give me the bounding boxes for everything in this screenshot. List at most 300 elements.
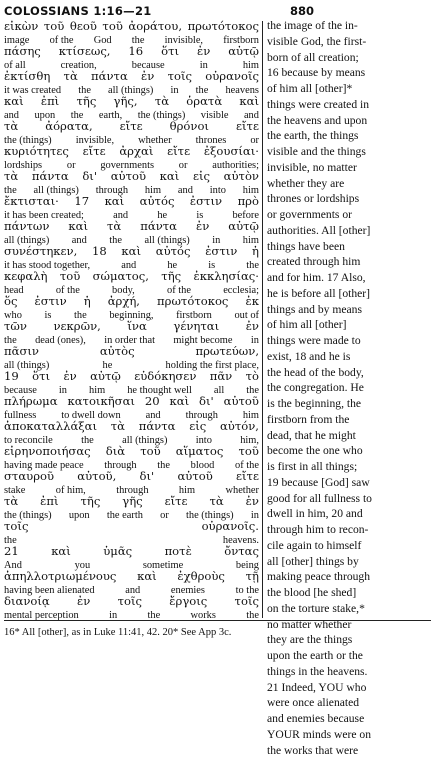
greek-word: εἴτε xyxy=(83,144,106,159)
english-gloss-word: it has been created; xyxy=(4,209,84,222)
translation-line: things were made to xyxy=(267,333,432,349)
greek-word: εἰκὼν xyxy=(4,19,38,34)
greek-word: δι' xyxy=(199,394,214,409)
english-gloss-word: is xyxy=(45,309,52,322)
english-gloss-word: and xyxy=(4,109,19,122)
english-gloss-word: into xyxy=(196,434,212,447)
interlinear-greek-english-column xyxy=(4,19,259,619)
greek-word: τοῦ xyxy=(102,19,122,34)
greek-word: εἰς xyxy=(189,419,206,434)
greek-word: συνέστηκεν, xyxy=(4,244,77,259)
translation-line: through him to recon- xyxy=(267,522,432,538)
translation-line: cile again to himself xyxy=(267,538,432,554)
english-gloss-word: in xyxy=(251,334,259,347)
greek-word: 16 xyxy=(128,44,143,59)
greek-word: εἴτε xyxy=(120,119,143,134)
greek-word: αὐτὸς xyxy=(100,344,135,359)
book-chapter-heading: COLOSSIANS 1:16—21 xyxy=(4,4,152,18)
english-gloss-word: firstborn xyxy=(223,34,259,47)
greek-word: πρωτεύων, xyxy=(195,344,259,359)
translation-line: and enemies because xyxy=(267,711,432,727)
translation-line: YOUR minds were on xyxy=(267,727,432,743)
greek-word: αὐτοῦ xyxy=(224,394,259,409)
translation-line: all [other] things by xyxy=(267,554,432,570)
english-gloss-word: and xyxy=(72,234,87,247)
english-gloss-word: through xyxy=(116,484,148,497)
translation-line: the congregation. He xyxy=(267,380,432,396)
english-gloss-word: and xyxy=(113,209,128,222)
greek-word: ὑμᾶς xyxy=(103,544,132,559)
translation-line: invisible, no matter xyxy=(267,160,432,176)
greek-word: τοῦ xyxy=(44,19,64,34)
english-gloss-word: him xyxy=(145,184,161,197)
greek-word: ποτὲ xyxy=(165,544,192,559)
greek-word: εὐδόκησεν xyxy=(134,369,196,384)
english-gloss-word: or xyxy=(67,159,76,172)
greek-word: ἐκκλησίας· xyxy=(194,269,259,284)
greek-word: ἐν xyxy=(141,69,154,84)
greek-word: αὐτὸν xyxy=(224,169,259,184)
english-gloss-word: whether xyxy=(226,484,259,497)
greek-word: ἀρχή, xyxy=(108,294,140,309)
greek-word: κατοικῆσαι xyxy=(67,394,135,409)
greek-word: ἀόρατα, xyxy=(45,119,92,134)
greek-word: αἵματος xyxy=(176,444,224,459)
english-gloss-word: it has stood together, xyxy=(4,259,90,272)
english-gloss-word: and xyxy=(121,259,136,272)
greek-line xyxy=(4,19,259,34)
greek-word: ὅτι xyxy=(161,44,179,59)
translation-line: of him all [other]* xyxy=(267,81,432,97)
greek-word: νεκρῶν, xyxy=(54,319,101,334)
english-gloss-word: and xyxy=(244,109,259,122)
greek-line xyxy=(4,394,259,409)
english-gloss-word: him xyxy=(89,384,105,397)
greek-word: τὰ xyxy=(4,494,18,509)
english-gloss-word: upon xyxy=(34,109,55,122)
english-gloss-word: having been alienated xyxy=(4,584,95,597)
greek-word: τὸ xyxy=(246,369,259,384)
greek-word: πρωτότοκος xyxy=(157,294,228,309)
english-gloss-word: because xyxy=(4,384,37,397)
greek-word: 20 xyxy=(145,394,160,409)
greek-word: ἡ xyxy=(84,294,91,309)
english-gloss-word: him xyxy=(179,484,195,497)
greek-word: πάντα xyxy=(32,169,69,184)
greek-word: ἐκ xyxy=(245,294,258,309)
greek-word: αὐτῷ xyxy=(228,44,259,59)
greek-word: ἐστιν xyxy=(205,244,237,259)
translation-line: and for him. 17 Also, xyxy=(267,270,432,286)
english-gloss-word: in xyxy=(109,609,117,622)
greek-word: καὶ xyxy=(105,194,125,209)
greek-line xyxy=(4,344,259,359)
greek-word: πάσης xyxy=(4,44,41,59)
greek-line xyxy=(4,469,259,484)
english-gloss-word: the xyxy=(132,34,145,47)
english-gloss-word: blood xyxy=(191,459,215,472)
greek-word: ἔργοις xyxy=(169,594,207,609)
translation-line: or governments or xyxy=(267,207,432,223)
greek-line xyxy=(4,194,259,209)
greek-word: τοῖς xyxy=(4,519,28,534)
greek-word: ὅτι xyxy=(32,369,50,384)
greek-line xyxy=(4,244,259,259)
greek-word: εἴτε xyxy=(236,469,259,484)
english-gloss-word: through xyxy=(186,409,218,422)
english-gloss-word: in xyxy=(251,509,259,522)
greek-word: πλήρωμα xyxy=(4,394,58,409)
greek-line xyxy=(4,269,259,284)
english-gloss-word: into xyxy=(210,184,226,197)
translation-line: 19 because [God] saw xyxy=(267,475,432,491)
english-gloss-word: and xyxy=(125,584,140,597)
greek-line xyxy=(4,169,259,184)
column-divider xyxy=(262,21,263,618)
translation-line: the works that were xyxy=(267,743,432,758)
translation-line: good for all fullness to xyxy=(267,491,432,507)
greek-word: διανοίᾳ xyxy=(4,594,50,609)
greek-word: τοῖς xyxy=(118,594,142,609)
greek-line xyxy=(4,369,259,384)
english-gloss-word: he xyxy=(157,209,167,222)
greek-word: εἴτε xyxy=(167,144,190,159)
greek-line xyxy=(4,294,259,309)
translation-line: dwell in him, 20 and xyxy=(267,506,432,522)
translation-column xyxy=(267,18,432,618)
greek-word: αὐτοῦ xyxy=(111,169,146,184)
english-gloss-word: or xyxy=(160,509,169,522)
translation-line: the image of the in- xyxy=(267,18,432,34)
greek-word: ἀπηλλοτριωμένους xyxy=(4,569,116,584)
greek-line xyxy=(4,144,259,159)
translation-line: firstborn from the xyxy=(267,412,432,428)
english-gloss-word: the xyxy=(246,384,259,397)
greek-line xyxy=(4,569,259,584)
greek-word: γένηται xyxy=(173,319,219,334)
translation-line: the earth, the things xyxy=(267,128,432,144)
greek-word: αὐτοῦ, xyxy=(77,469,116,484)
greek-word: τῶν xyxy=(4,319,27,334)
greek-word: ἐν xyxy=(246,319,259,334)
greek-word: ἵνα xyxy=(127,319,146,334)
english-gloss-word: the xyxy=(246,609,259,622)
english-gloss-word: all (things) xyxy=(144,234,189,247)
english-gloss-word: the (things) xyxy=(186,509,234,522)
greek-word: τὰ xyxy=(64,69,78,84)
page-number: 880 xyxy=(290,4,314,18)
english-gloss-word: heavens xyxy=(225,84,258,97)
greek-word: καὶ xyxy=(170,394,190,409)
greek-line xyxy=(4,319,259,334)
english-gloss-word: visible xyxy=(201,109,229,122)
translation-line: things in the heavens. xyxy=(267,664,432,680)
english-gloss-word: lordships xyxy=(4,159,42,172)
greek-word: πάντων xyxy=(4,219,49,234)
greek-word: ὁρατὰ xyxy=(186,94,222,109)
english-gloss-word: beginning, xyxy=(109,309,153,322)
english-gloss-word: through xyxy=(96,184,128,197)
greek-word: τοῦ xyxy=(239,444,259,459)
english-gloss-word: the (things) xyxy=(138,109,186,122)
greek-word: ἐν xyxy=(63,369,76,384)
english-gloss-word: the xyxy=(81,434,94,447)
english-gloss-word: firstborn xyxy=(176,309,212,322)
english-gloss-word: of all xyxy=(4,59,26,72)
english-gloss-word: mental perception xyxy=(4,609,79,622)
translation-line: thrones or lordships xyxy=(267,191,432,207)
english-gloss-word: and xyxy=(146,409,161,422)
greek-word: θρόνοι xyxy=(170,119,209,134)
greek-line xyxy=(4,419,259,434)
greek-word: ἔκτισται· xyxy=(4,194,59,209)
english-gloss-word: he xyxy=(103,359,113,372)
greek-line xyxy=(4,519,259,534)
english-gloss-word: of the xyxy=(167,284,191,297)
greek-word: οὐρανοῖς xyxy=(205,69,259,84)
english-gloss-word: the (things) xyxy=(4,134,52,147)
english-gloss-word: him xyxy=(243,59,259,72)
english-gloss-word: all (things) xyxy=(34,184,79,197)
greek-word: ἐπὶ xyxy=(40,494,58,509)
english-gloss-word: or xyxy=(250,134,259,147)
english-gloss-word: whether xyxy=(138,134,171,147)
greek-line xyxy=(4,94,259,109)
english-gloss-word: image xyxy=(4,34,29,47)
greek-line xyxy=(4,119,259,134)
greek-word: πᾶν xyxy=(210,369,233,384)
greek-word: τοῖς xyxy=(235,594,259,609)
greek-word: αὐτῷ xyxy=(90,369,121,384)
greek-word: τὰ xyxy=(4,119,18,134)
greek-line xyxy=(4,219,259,234)
greek-word: ἀρχαὶ xyxy=(119,144,153,159)
greek-word: ἐξουσίαι· xyxy=(204,144,259,159)
greek-word: εἴτε xyxy=(236,119,259,134)
greek-word: ἐπὶ xyxy=(41,94,59,109)
english-gloss-word: the xyxy=(157,459,170,472)
english-gloss-word: in xyxy=(212,234,220,247)
translation-line: no matter whether xyxy=(267,617,432,633)
english-gloss-word: it was created xyxy=(4,84,61,97)
english-gloss-word: in xyxy=(59,384,67,397)
english-gloss-word: the xyxy=(109,234,122,247)
english-gloss-word: all xyxy=(214,384,224,397)
greek-line xyxy=(4,444,259,459)
english-gloss-word: having made peace xyxy=(4,459,84,472)
greek-word: ἐστιν xyxy=(35,294,67,309)
english-gloss-word: the xyxy=(78,84,91,97)
english-gloss-word: through xyxy=(104,459,136,472)
translation-line: is first in all things; xyxy=(267,459,432,475)
greek-line xyxy=(4,69,259,84)
english-gloss-word: he thought well xyxy=(127,384,192,397)
greek-word: πρὸ xyxy=(238,194,259,209)
greek-word: εἰς xyxy=(193,169,210,184)
greek-word: τοῖς xyxy=(168,69,192,84)
greek-word: ὄντας xyxy=(224,544,259,559)
greek-word: τῆς xyxy=(76,94,96,109)
translation-line: dead, that he might xyxy=(267,428,432,444)
english-gloss-word: who xyxy=(4,309,22,322)
greek-word: ἐχθροὺς xyxy=(177,569,225,584)
english-gloss-word: him xyxy=(243,409,259,422)
english-gloss-word: all (things) xyxy=(122,434,167,447)
greek-word: κεφαλὴ xyxy=(4,269,48,284)
greek-word: κυριότητες xyxy=(4,144,69,159)
greek-word: 21 xyxy=(4,544,19,559)
english-gloss-word: heavens. xyxy=(223,534,259,547)
english-gloss-word: authorities; xyxy=(212,159,259,172)
translation-line: of him all [other] xyxy=(267,317,432,333)
greek-word: πάντα xyxy=(91,69,128,84)
greek-word: ἐν xyxy=(77,594,90,609)
greek-word: οὐρανοῖς. xyxy=(202,519,259,534)
english-gloss-word: to reconcile xyxy=(4,434,53,447)
greek-word: ἐν xyxy=(197,44,210,59)
greek-word: ἡ xyxy=(252,244,259,259)
footnote-separator xyxy=(4,620,431,621)
english-gloss-word: stake xyxy=(4,484,25,497)
greek-word: πάντα xyxy=(139,419,176,434)
english-gloss-word: him, xyxy=(240,434,259,447)
greek-word: ἀοράτου, xyxy=(128,19,182,34)
english-gloss-word: enemies xyxy=(171,584,205,597)
english-gloss-word: in order that xyxy=(104,334,155,347)
english-gloss-word: all (things) xyxy=(108,84,153,97)
english-gloss-word: or xyxy=(179,159,188,172)
translation-line: things have been xyxy=(267,239,432,255)
english-gloss-word: because xyxy=(132,59,165,72)
translation-line: created through him xyxy=(267,254,432,270)
english-gloss-word: God xyxy=(94,34,112,47)
greek-word: αὐτόν, xyxy=(220,419,259,434)
greek-word: σώματος, xyxy=(93,269,149,284)
english-gloss-word: to dwell down xyxy=(61,409,120,422)
english-gloss-word: and xyxy=(178,184,193,197)
english-gloss-word: the xyxy=(4,534,17,547)
greek-word: δι' xyxy=(82,169,97,184)
english-gloss-word: to the xyxy=(236,584,259,597)
translation-line: whether they are xyxy=(267,176,432,192)
greek-word: τὰ xyxy=(155,94,169,109)
greek-word: δι' xyxy=(140,469,155,484)
greek-word: 18 xyxy=(92,244,107,259)
greek-word: ὅς xyxy=(4,294,17,309)
greek-word: αὐτός xyxy=(140,194,175,209)
greek-word: σταυροῦ xyxy=(4,469,54,484)
english-gloss-word: in xyxy=(200,59,208,72)
translation-line: visible and the things xyxy=(267,144,432,160)
greek-word: καὶ xyxy=(239,94,259,109)
translation-line: is the beginning, the xyxy=(267,396,432,412)
english-gloss-word: the xyxy=(147,609,160,622)
greek-word: τῆς xyxy=(80,494,100,509)
english-gloss-word: the xyxy=(246,259,259,272)
english-gloss-word: of the xyxy=(56,284,80,297)
greek-word: αὐτῷ xyxy=(228,219,259,234)
greek-word: πρωτότοκος xyxy=(188,19,259,34)
greek-word: καὶ xyxy=(51,544,71,559)
english-gloss-word: the xyxy=(74,309,87,322)
translation-line: he is before all [other] xyxy=(267,286,432,302)
greek-line xyxy=(4,594,259,609)
english-gloss-word: ecclesia; xyxy=(223,284,259,297)
greek-word: τοῦ xyxy=(140,444,160,459)
greek-word: τὰ xyxy=(111,419,125,434)
footnotes: 16* All [other], as in Luke 11:41, 42. 20* See App 3c. xyxy=(4,627,431,638)
english-gloss-word: And xyxy=(4,559,22,572)
greek-line xyxy=(4,44,259,59)
english-gloss-word: him xyxy=(243,234,259,247)
translation-line: making peace through xyxy=(267,569,432,585)
english-gloss-word: invisible, xyxy=(165,34,203,47)
translation-line: things and by means xyxy=(267,302,432,318)
english-gloss-word: being xyxy=(236,559,259,572)
english-gloss-word: you xyxy=(75,559,91,572)
english-gloss-word: of the xyxy=(50,34,74,47)
greek-word: τὰ xyxy=(209,494,223,509)
english-gloss-word: before xyxy=(232,209,259,222)
translation-line: the blood [he shed] xyxy=(267,585,432,601)
english-gloss-word: the xyxy=(196,84,209,97)
greek-word: ἀποκαταλλάξαι xyxy=(4,419,97,434)
greek-word: καὶ xyxy=(68,219,88,234)
greek-word: θεοῦ xyxy=(70,19,97,34)
english-gloss-word: the xyxy=(71,109,84,122)
translation-line: 21 Indeed, YOU who xyxy=(267,680,432,696)
greek-word: τὰ xyxy=(4,169,18,184)
greek-word: καὶ xyxy=(4,94,24,109)
greek-word: εἴτε xyxy=(165,494,188,509)
english-gloss-word: out of xyxy=(234,309,259,322)
english-gloss-word: the (things) xyxy=(4,509,52,522)
english-gloss-word: sometime xyxy=(143,559,183,572)
english-gloss-word: body, xyxy=(112,284,135,297)
english-gloss-word: the xyxy=(4,184,17,197)
english-gloss-word: in xyxy=(170,84,178,97)
greek-word: τῆς xyxy=(161,269,181,284)
english-gloss-word: governments xyxy=(100,159,154,172)
english-gloss-word: he xyxy=(167,259,177,272)
english-gloss-word: invisible, xyxy=(76,134,114,147)
greek-word: διὰ xyxy=(106,444,125,459)
greek-word: αὐτοῦ xyxy=(177,469,212,484)
translation-line: exist, 18 and he is xyxy=(267,349,432,365)
greek-word: τοῦ xyxy=(60,269,80,284)
english-gloss-word: works xyxy=(191,609,216,622)
greek-word: εἰρηνοποιήσας xyxy=(4,444,91,459)
english-gloss-word: of him, xyxy=(56,484,86,497)
translation-line: the heavens and upon xyxy=(267,113,432,129)
greek-word: καὶ xyxy=(160,169,180,184)
translation-line: upon the earth or the xyxy=(267,648,432,664)
english-gloss-word: earth, xyxy=(99,109,122,122)
english-gloss-word: thrones xyxy=(196,134,227,147)
translation-line: they are the things xyxy=(267,632,432,648)
greek-word: 17 xyxy=(74,194,89,209)
english-gloss-word: holding the first place, xyxy=(166,359,260,372)
greek-word: καὶ xyxy=(121,244,141,259)
greek-word: 19 xyxy=(4,369,19,384)
greek-line xyxy=(4,544,259,559)
english-gloss-word: is xyxy=(196,209,203,222)
english-gloss-word: of the xyxy=(235,459,259,472)
greek-line xyxy=(4,494,259,509)
english-gloss-word: the xyxy=(4,334,17,347)
english-gloss-word: is xyxy=(208,259,215,272)
translation-line: were once alienated xyxy=(267,695,432,711)
